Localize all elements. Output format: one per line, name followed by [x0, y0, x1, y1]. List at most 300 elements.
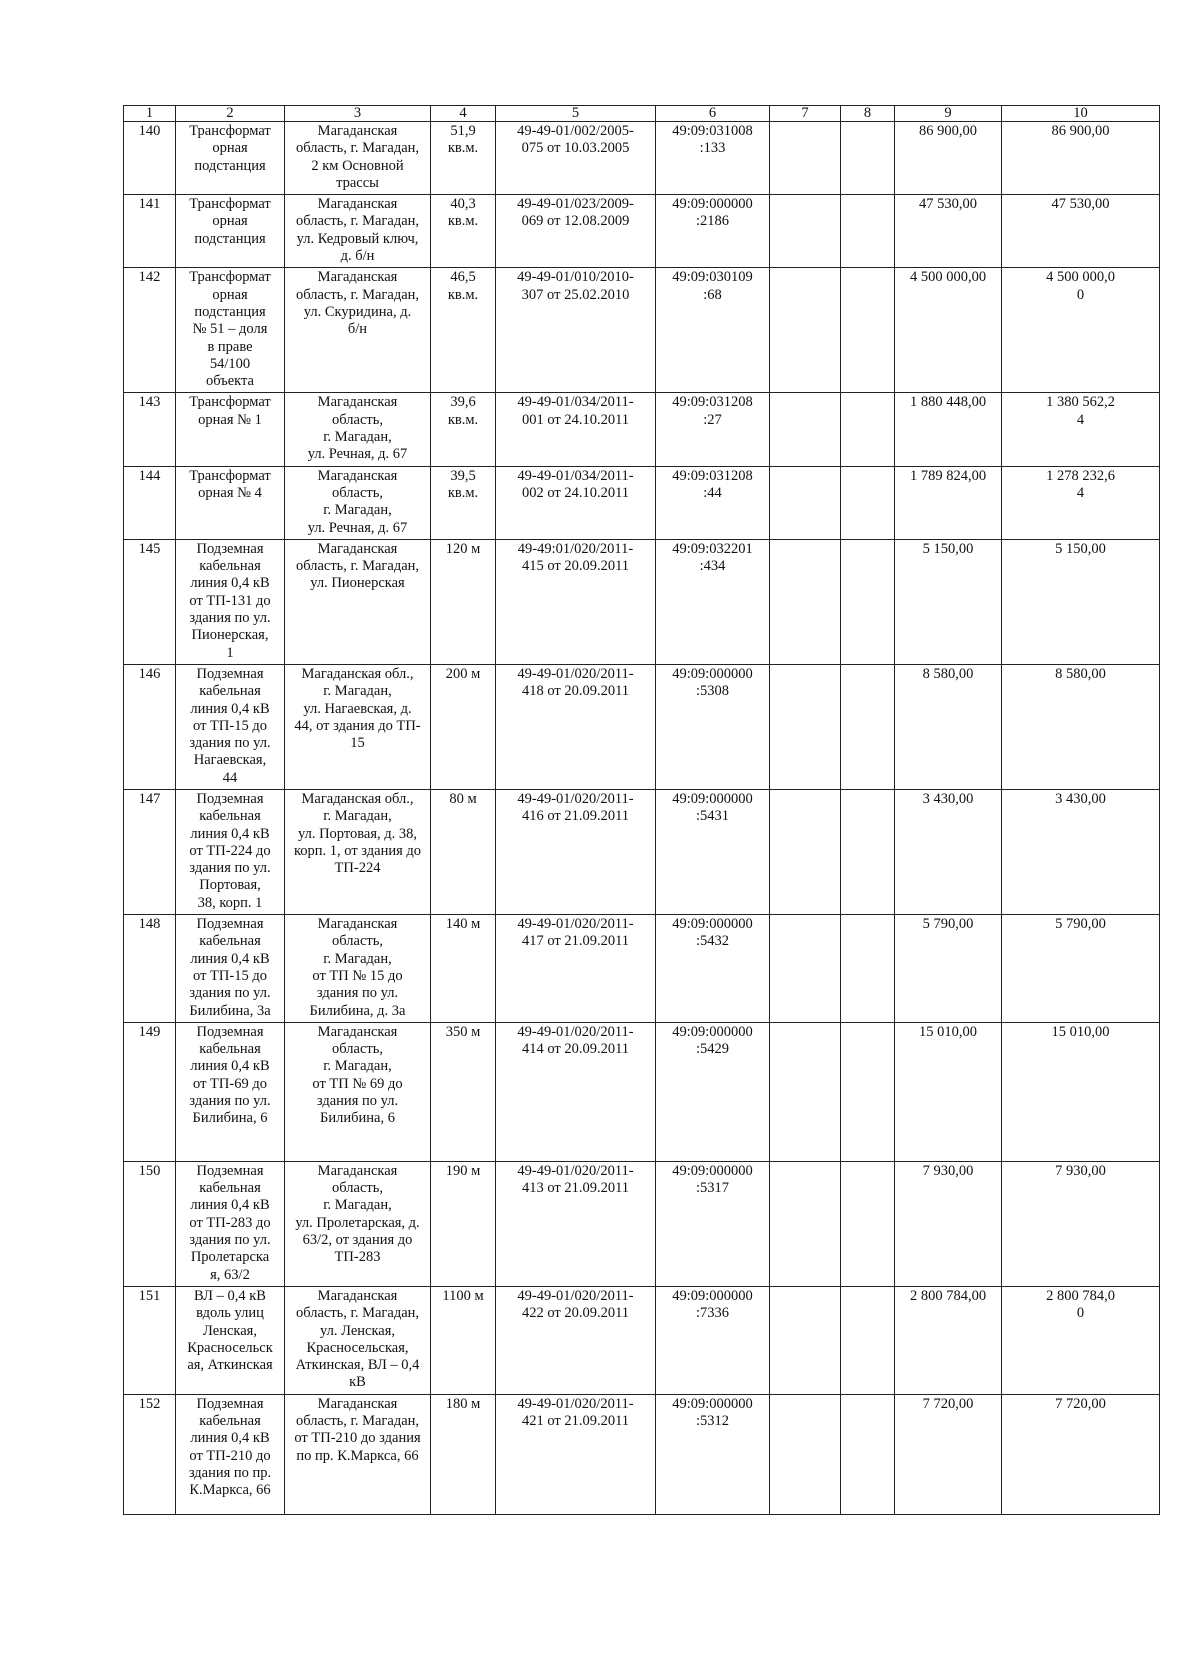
address-line: Красносельская,: [306, 1339, 409, 1356]
object-name-line: Подземная: [196, 540, 264, 557]
registration-record-cell: [496, 195, 656, 268]
address-line: здания по ул.: [316, 985, 399, 1002]
cadastral-number-line: 49:09:031208: [672, 394, 753, 411]
row-number-cell: 145: [124, 539, 176, 664]
area-length-line: кв.м.: [447, 411, 479, 428]
object-name-line: К.Маркса, 66: [189, 1482, 271, 1499]
residual-value-line: 7 720,00: [1055, 1395, 1106, 1412]
cadastral-number-line: :133: [699, 140, 726, 157]
address-line: область,: [332, 1180, 383, 1197]
address-line: д. б/н: [340, 248, 375, 265]
object-name-line: подстанция: [194, 303, 266, 320]
registration-record-line: 418 от 20.09.2011: [521, 683, 630, 700]
registration-record-cell: [496, 122, 656, 195]
address-line: область, г. Магадан,: [295, 1305, 420, 1322]
object-name-line: от ТП-131 до: [189, 592, 271, 609]
registration-record-line: 417 от 21.09.2011: [521, 933, 630, 950]
area-length-cell: [431, 789, 496, 914]
address-line: ул. Скуридина, д.: [303, 303, 412, 320]
cadastral-number-line: 49:09:000000: [672, 1395, 753, 1412]
header-col-8: 8: [841, 106, 895, 122]
object-name-line: здания по ул.: [189, 860, 271, 877]
balance-value-cell: [895, 789, 1002, 914]
address-line: область, г. Магадан,: [295, 1413, 420, 1429]
balance-value-cell: [895, 1394, 1002, 1514]
registration-record-line: 49-49-01/034/2011-: [517, 467, 634, 484]
object-name-line: линия 0,4 кВ: [190, 950, 270, 967]
address-line: ул. Речная, д. 67: [307, 519, 408, 536]
object-name-line: ВЛ – 0,4 кВ: [194, 1287, 266, 1304]
registration-record-line: 414 от 20.09.2011: [521, 1041, 630, 1058]
address-line: 63/2, от здания до: [302, 1232, 413, 1249]
residual-value-line: 4 500 000,0: [1046, 269, 1115, 286]
column-8-cell: [841, 539, 895, 664]
address-line: г. Магадан,: [323, 808, 392, 825]
object-name-line: Портовая,: [199, 877, 261, 894]
residual-value-line: 47 530,00: [1051, 196, 1110, 213]
area-length-cell: [431, 268, 496, 393]
address-line: ул. Ленская,: [319, 1322, 396, 1339]
residual-value-cell: [1002, 1022, 1160, 1161]
cadastral-number-line: :7336: [695, 1305, 730, 1322]
cadastral-number-cell: [656, 1022, 770, 1161]
residual-value-line: 0: [1076, 1305, 1085, 1322]
area-length-cell: [431, 664, 496, 789]
object-name-line: орная: [212, 213, 248, 230]
object-name-line: кабельная: [199, 1041, 261, 1058]
address-line: ул. Пролетарская, д.: [295, 1214, 420, 1231]
cadastral-number-line: :5312: [695, 1413, 730, 1429]
registration-record-line: 49-49-01/020/2011-: [517, 665, 634, 682]
row-number-cell: 146: [124, 664, 176, 789]
table-row: [124, 789, 1160, 914]
object-name-line: от ТП-69 до: [193, 1075, 267, 1092]
object-name-line: от ТП-210 до: [189, 1447, 271, 1464]
object-name-cell: [176, 195, 285, 268]
column-7-cell: [770, 122, 841, 195]
cadastral-number-cell: [656, 915, 770, 1023]
area-length-cell: [431, 393, 496, 466]
address-cell: [285, 195, 431, 268]
object-name-line: вдоль улиц: [196, 1305, 264, 1322]
object-name-line: кабельная: [199, 1413, 261, 1429]
registration-record-line: 49-49-01/020/2011-: [517, 1395, 634, 1412]
address-cell: [285, 122, 431, 195]
address-line: Магаданская: [317, 394, 398, 411]
cadastral-number-line: 49:09:000000: [672, 1023, 753, 1040]
column-8-cell: [841, 393, 895, 466]
address-line: область, г. Магадан,: [295, 558, 420, 575]
residual-value-line: 8 580,00: [1055, 665, 1106, 682]
object-name-line: Трансформат: [189, 123, 271, 139]
address-line: г. Магадан,: [323, 1197, 392, 1214]
address-line: по пр. К.Маркса, 66: [296, 1447, 419, 1464]
object-name-line: кабельная: [199, 1180, 261, 1197]
registration-record-cell: [496, 1394, 656, 1514]
registration-record-line: 49-49-01/002/2005-: [517, 123, 634, 139]
area-length-line: 350 м: [445, 1023, 481, 1040]
residual-value-line: 86 900,00: [1051, 123, 1110, 139]
area-length-line: 51,9: [450, 123, 476, 139]
area-length-line: 140 м: [445, 916, 481, 933]
cadastral-number-line: 49:09:032201: [672, 540, 753, 557]
registration-record-cell: [496, 789, 656, 914]
object-name-cell: [176, 539, 285, 664]
area-length-cell: [431, 1286, 496, 1394]
object-name-line: линия 0,4 кВ: [190, 700, 270, 717]
row-number-cell: 147: [124, 789, 176, 914]
object-name-line: кабельная: [199, 683, 261, 700]
area-length-line: 200 м: [445, 665, 481, 682]
table-row: [124, 1286, 1160, 1394]
residual-value-cell: [1002, 915, 1160, 1023]
residual-value-line: 7 930,00: [1055, 1162, 1106, 1179]
column-7-cell: [770, 789, 841, 914]
property-register-table: [123, 105, 1160, 1515]
area-length-line: 39,6: [450, 394, 476, 411]
area-length-cell: [431, 195, 496, 268]
cadastral-number-line: :2186: [695, 213, 730, 230]
balance-value-line: 1 789 824,00: [909, 467, 987, 484]
column-8-cell: [841, 466, 895, 539]
address-line: Магаданская: [317, 1395, 398, 1412]
address-line: ул. Нагаевская, д.: [303, 700, 412, 717]
address-line: г. Магадан,: [323, 950, 392, 967]
residual-value-cell: [1002, 664, 1160, 789]
registration-record-line: 421 от 21.09.2011: [521, 1413, 630, 1429]
table-row: [124, 1161, 1160, 1286]
residual-value-line: 0: [1076, 286, 1085, 303]
residual-value-cell: [1002, 1394, 1160, 1514]
cadastral-number-cell: [656, 393, 770, 466]
cadastral-number-line: :27: [703, 411, 722, 428]
residual-value-line: 4: [1076, 484, 1085, 501]
balance-value-line: 7 930,00: [922, 1162, 974, 1179]
row-number-cell: 149: [124, 1022, 176, 1161]
column-7-cell: [770, 195, 841, 268]
object-name-line: Подземная: [196, 1023, 264, 1040]
row-number-cell: 152: [124, 1394, 176, 1514]
object-name-cell: [176, 122, 285, 195]
balance-value-line: 15 010,00: [919, 1023, 977, 1040]
address-line: Магаданская обл.,: [301, 665, 414, 682]
object-name-line: орная № 4: [198, 484, 262, 501]
area-length-line: 46,5: [450, 269, 476, 286]
address-line: область,: [332, 484, 383, 501]
column-8-cell: [841, 195, 895, 268]
object-name-line: объекта: [205, 373, 254, 390]
registration-record-line: 49-49-01/020/2011-: [517, 1162, 634, 1179]
object-name-cell: [176, 268, 285, 393]
object-name-line: 54/100: [209, 355, 251, 372]
area-length-line: кв.м.: [447, 286, 479, 303]
balance-value-cell: [895, 122, 1002, 195]
address-line: 2 км Основной: [311, 157, 404, 174]
address-cell: [285, 1286, 431, 1394]
object-name-line: от ТП-15 до: [193, 717, 267, 734]
column-7-cell: [770, 1394, 841, 1514]
address-line: здания по ул.: [316, 1093, 399, 1110]
address-line: область, г. Магадан,: [295, 286, 420, 303]
balance-value-line: 3 430,00: [922, 790, 974, 807]
object-name-line: кабельная: [199, 558, 261, 575]
area-length-line: 39,5: [450, 467, 476, 484]
object-name-line: Ленская,: [203, 1322, 257, 1339]
object-name-line: Трансформат: [189, 394, 271, 411]
header-col-9: 9: [895, 106, 1002, 122]
address-line: трассы: [336, 174, 379, 191]
address-line: г. Магадан,: [323, 683, 392, 700]
address-line: ул. Кедровый ключ,: [296, 230, 419, 247]
header-col-1: 1: [124, 106, 176, 122]
registration-record-cell: [496, 1286, 656, 1394]
header-col-2: 2: [176, 106, 285, 122]
header-col-3: 3: [285, 106, 431, 122]
address-line: 44, от здания до ТП-: [294, 717, 421, 734]
object-name-line: от ТП-15 до: [193, 967, 267, 984]
registration-record-cell: [496, 268, 656, 393]
residual-value-line: 5 790,00: [1055, 916, 1106, 933]
column-8-cell: [841, 664, 895, 789]
address-cell: [285, 664, 431, 789]
column-7-cell: [770, 915, 841, 1023]
registration-record-line: 49-49-01/020/2011-: [517, 790, 634, 807]
row-number-cell: 142: [124, 268, 176, 393]
address-line: область,: [332, 933, 383, 950]
registration-record-line: 49-49-01/023/2009-: [517, 196, 634, 213]
column-8-cell: [841, 1022, 895, 1161]
object-name-line: Нагаевская,: [193, 752, 267, 769]
address-line: Магаданская: [317, 269, 398, 286]
cadastral-number-line: :68: [703, 286, 722, 303]
object-name-cell: [176, 915, 285, 1023]
header-col-7: 7: [770, 106, 841, 122]
cadastral-number-line: :5429: [695, 1041, 730, 1058]
cadastral-number-line: 49:09:000000: [672, 1287, 753, 1304]
area-length-line: кв.м.: [447, 140, 479, 157]
address-line: область, г. Магадан,: [295, 140, 420, 157]
address-line: от ТП № 69 до: [312, 1075, 403, 1092]
object-name-line: я, 63/2: [210, 1266, 250, 1283]
cadastral-number-line: 49:09:030109: [672, 269, 753, 286]
cadastral-number-cell: [656, 789, 770, 914]
object-name-line: Подземная: [196, 916, 264, 933]
registration-record-line: 49-49:01/020/2011-: [517, 540, 634, 557]
registration-record-line: 075 от 10.03.2005: [521, 140, 630, 157]
address-line: кВ: [349, 1374, 366, 1391]
area-length-cell: [431, 1394, 496, 1514]
cadastral-number-line: 49:09:031208: [672, 467, 753, 484]
column-8-cell: [841, 122, 895, 195]
area-length-line: кв.м.: [447, 484, 479, 501]
address-line: Магаданская: [317, 1162, 398, 1179]
address-line: Магаданская: [317, 123, 398, 139]
area-length-cell: [431, 466, 496, 539]
row-number-cell: 143: [124, 393, 176, 466]
object-name-line: кабельная: [199, 808, 261, 825]
cadastral-number-line: :434: [699, 558, 726, 575]
cadastral-number-cell: [656, 1286, 770, 1394]
cadastral-number-cell: [656, 1161, 770, 1286]
balance-value-cell: [895, 664, 1002, 789]
object-name-line: от ТП-224 до: [189, 842, 271, 859]
registration-record-line: 069 от 12.08.2009: [521, 213, 630, 230]
balance-value-line: 1 880 448,00: [909, 394, 987, 411]
area-length-cell: [431, 1022, 496, 1161]
column-8-cell: [841, 789, 895, 914]
registration-record-line: 49-49-01/020/2011-: [517, 1287, 634, 1304]
address-line: ТП-224: [334, 860, 381, 877]
object-name-line: Пролетарска: [190, 1249, 270, 1266]
address-cell: [285, 393, 431, 466]
residual-value-line: 1 278 232,6: [1046, 467, 1115, 484]
area-length-line: 80 м: [449, 790, 477, 807]
address-line: г. Магадан,: [323, 1058, 392, 1075]
balance-value-cell: [895, 1022, 1002, 1161]
column-7-cell: [770, 664, 841, 789]
object-name-line: подстанция: [194, 230, 266, 247]
address-line: область, г. Магадан,: [295, 213, 420, 230]
cadastral-number-line: 49:09:031008: [672, 123, 753, 139]
balance-value-cell: [895, 1286, 1002, 1394]
column-7-cell: [770, 393, 841, 466]
residual-value-cell: [1002, 1161, 1160, 1286]
registration-record-line: 49-49-01/020/2011-: [517, 1023, 634, 1040]
object-name-line: линия 0,4 кВ: [190, 575, 270, 592]
address-line: ул. Портовая, д. 38,: [297, 825, 418, 842]
residual-value-cell: [1002, 789, 1160, 914]
cadastral-number-cell: [656, 1394, 770, 1514]
table-body: [124, 106, 1160, 1515]
table-row: [124, 664, 1160, 789]
address-line: г. Магадан,: [323, 429, 392, 446]
residual-value-cell: [1002, 466, 1160, 539]
residual-value-line: 3 430,00: [1055, 790, 1106, 807]
column-7-cell: [770, 466, 841, 539]
cadastral-number-cell: [656, 195, 770, 268]
object-name-line: Подземная: [196, 790, 264, 807]
balance-value-cell: [895, 393, 1002, 466]
address-line: область,: [332, 1041, 383, 1058]
object-name-line: линия 0,4 кВ: [190, 1430, 270, 1447]
residual-value-line: 2 800 784,0: [1046, 1287, 1115, 1304]
object-name-cell: [176, 1394, 285, 1514]
address-cell: [285, 268, 431, 393]
column-8-cell: [841, 1286, 895, 1394]
residual-value-line: 5 150,00: [1055, 540, 1106, 557]
object-name-line: Трансформат: [189, 196, 271, 213]
address-cell: [285, 915, 431, 1023]
cadastral-number-line: 49:09:000000: [672, 196, 753, 213]
object-name-line: здания по ул.: [189, 985, 271, 1002]
registration-record-cell: [496, 1161, 656, 1286]
object-name-line: кабельная: [199, 933, 261, 950]
registration-record-line: 415 от 20.09.2011: [521, 558, 630, 575]
cadastral-number-cell: [656, 268, 770, 393]
object-name-line: 38, корп. 1: [197, 894, 263, 911]
address-cell: [285, 1022, 431, 1161]
object-name-line: Трансформат: [189, 467, 271, 484]
residual-value-cell: [1002, 195, 1160, 268]
object-name-cell: [176, 393, 285, 466]
balance-value-line: 2 800 784,00: [909, 1287, 987, 1304]
address-line: корп. 1, от здания до: [293, 842, 422, 859]
object-name-line: орная: [212, 286, 248, 303]
column-8-cell: [841, 1161, 895, 1286]
registration-record-line: 307 от 25.02.2010: [521, 286, 630, 303]
row-number-cell: 140: [124, 122, 176, 195]
cadastral-number-line: :5432: [695, 933, 730, 950]
column-7-cell: [770, 1161, 841, 1286]
registration-record-cell: [496, 393, 656, 466]
table-row: [124, 466, 1160, 539]
object-name-line: 44: [222, 769, 238, 786]
object-name-line: в праве: [207, 338, 253, 355]
registration-record-line: 49-49-01/020/2011-: [517, 916, 634, 933]
object-name-line: Подземная: [196, 665, 264, 682]
table-row: [124, 539, 1160, 664]
area-length-line: 180 м: [445, 1395, 481, 1412]
address-line: Магаданская: [317, 916, 398, 933]
object-name-line: орная: [212, 140, 248, 157]
row-number-cell: 150: [124, 1161, 176, 1286]
balance-value-cell: [895, 915, 1002, 1023]
object-name-line: Пионерская,: [191, 627, 269, 644]
address-line: б/н: [347, 321, 368, 338]
address-line: Билибина, д. 3а: [309, 1002, 406, 1019]
object-name-line: № 51 – доля: [192, 321, 268, 338]
address-line: область,: [332, 411, 383, 428]
balance-value-cell: [895, 268, 1002, 393]
address-cell: [285, 1161, 431, 1286]
balance-value-line: 4 500 000,00: [909, 269, 987, 286]
object-name-cell: [176, 1022, 285, 1161]
address-line: ул. Пионерская: [310, 575, 405, 592]
table-row: [124, 195, 1160, 268]
balance-value-cell: [895, 466, 1002, 539]
area-length-line: кв.м.: [447, 213, 479, 230]
registration-record-line: 49-49-01/010/2010-: [517, 269, 634, 286]
address-line: Магаданская обл.,: [301, 790, 414, 807]
area-length-cell: [431, 122, 496, 195]
object-name-cell: [176, 664, 285, 789]
residual-value-cell: [1002, 122, 1160, 195]
area-length-line: 120 м: [445, 540, 481, 557]
column-7-cell: [770, 1022, 841, 1161]
address-line: от ТП-210 до здания: [294, 1430, 421, 1447]
row-number-cell: 151: [124, 1286, 176, 1394]
area-length-line: 1100 м: [442, 1287, 484, 1304]
cadastral-number-line: :5431: [695, 808, 730, 825]
residual-value-line: 4: [1076, 411, 1085, 428]
header-col-6: 6: [656, 106, 770, 122]
row-number-cell: 141: [124, 195, 176, 268]
object-name-line: здания по ул.: [189, 1232, 271, 1249]
object-name-line: от ТП-283 до: [189, 1214, 271, 1231]
registration-record-cell: [496, 466, 656, 539]
table-row: [124, 268, 1160, 393]
residual-value-cell: [1002, 1286, 1160, 1394]
address-cell: [285, 539, 431, 664]
column-8-cell: [841, 1394, 895, 1514]
registration-record-line: 413 от 21.09.2011: [521, 1180, 630, 1197]
residual-value-cell: [1002, 539, 1160, 664]
table-row: [124, 393, 1160, 466]
registration-record-line: 416 от 21.09.2011: [521, 808, 630, 825]
residual-value-line: 1 380 562,2: [1046, 394, 1115, 411]
address-line: от ТП № 15 до: [312, 967, 403, 984]
balance-value-cell: [895, 539, 1002, 664]
